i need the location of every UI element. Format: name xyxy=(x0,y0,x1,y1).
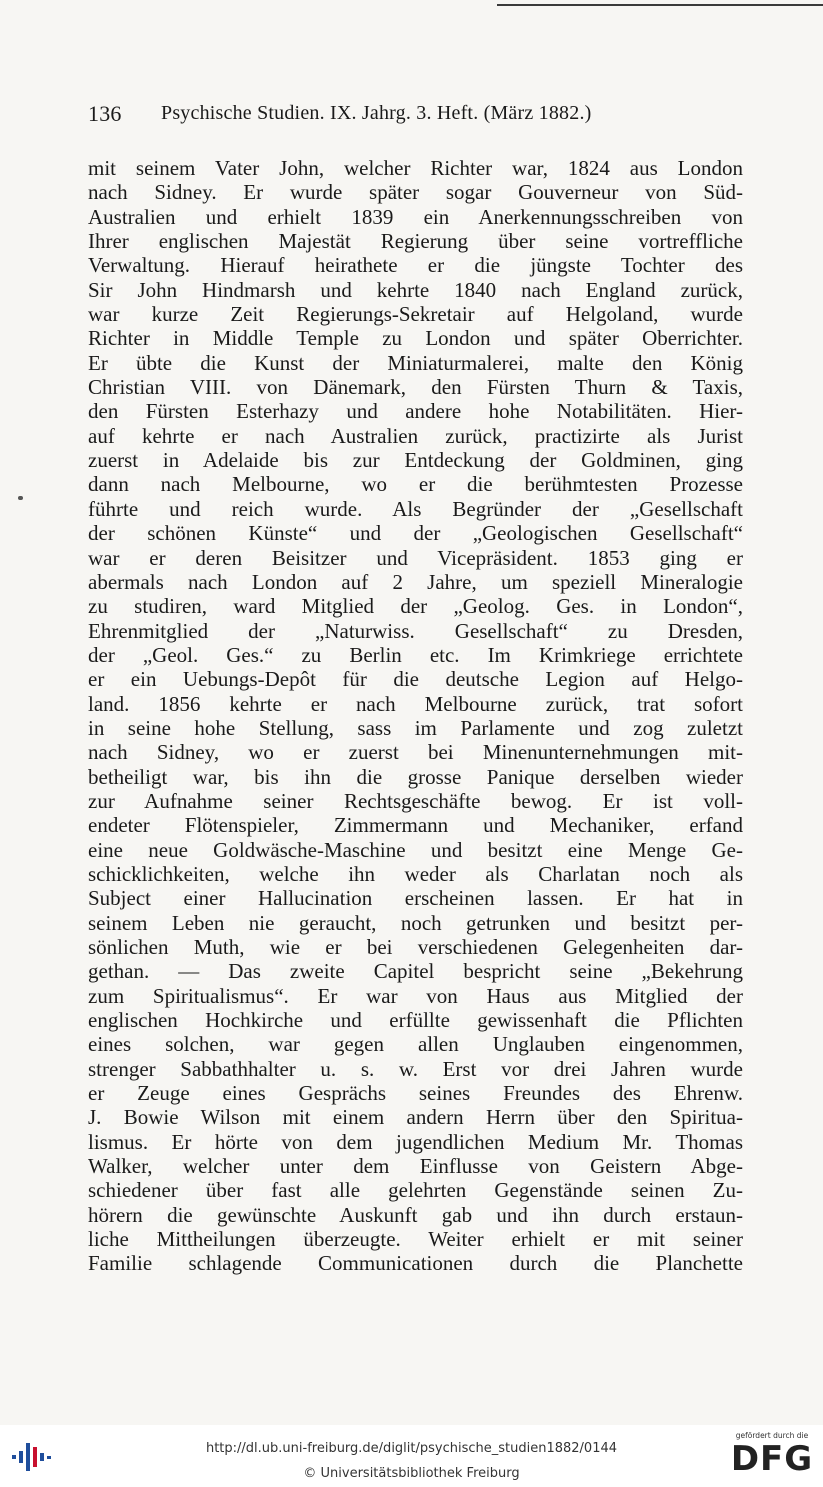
text-line: liche Mittheilungen überzeugte. Weiter erhielt er mit seiner xyxy=(88,1227,743,1252)
permalink-url[interactable]: http://dl.ub.uni-freiburg.de/diglit/psychische_studien1882/0144 xyxy=(205,1441,618,1456)
text-line: endeter Flötenspieler, Zimmermann und Mechaniker, erfand xyxy=(88,813,743,838)
text-line: Ihrer englischen Majestät Regierung über seine vortreffliche xyxy=(88,229,743,254)
text-line: Richter in Middle Temple zu London und später Oberrichter. xyxy=(88,326,743,351)
text-line: schicklichkeiten, welche ihn weder als Charlatan noch als xyxy=(88,861,743,886)
text-line: schiedener über fast alle gelehrten Gegenstände seinen Zu- xyxy=(88,1178,743,1203)
text-line: zum Spiritualismus“. Er war von Haus aus Mitglied der xyxy=(88,983,743,1008)
text-line: eines solchen, war gegen allen Unglauben eingenommen, xyxy=(88,1032,743,1057)
text-line: Walker, welcher unter dem Einflusse von Geistern Abge- xyxy=(88,1154,743,1179)
text-line: war er deren Beisitzer und Vicepräsident. 1853 ging er xyxy=(88,545,743,570)
text-line: Sir John Hindmarsh und kehrte 1840 nach England zurück, xyxy=(88,277,743,302)
text-line: er Zeuge eines Gesprächs seines Freundes des Ehrenw. xyxy=(88,1081,743,1106)
page-number: 136 xyxy=(88,101,122,126)
text-line: zur Aufnahme seiner Rechtsgeschäfte bewog. Er ist voll- xyxy=(88,788,743,813)
text-line: nach Sidney, wo er zuerst bei Minenunternehmungen mit- xyxy=(88,740,743,765)
text-line: J. Bowie Wilson mit einem andern Herrn über den Spiritua- xyxy=(88,1105,743,1130)
text-line: Subject einer Hallucination erscheinen lassen. Er hat in xyxy=(88,886,743,911)
text-line: Christian VIII. von Dänemark, den Fürsten Thurn & Taxis, xyxy=(88,375,743,400)
text-line: Australien und erhielt 1839 ein Anerkennungsschreiben von xyxy=(88,204,743,229)
text-line: sönlichen Muth, wie er bei verschiedenen Gelegenheiten dar- xyxy=(88,935,743,959)
text-line: betheiligt war, bis ihn die grosse Panique derselben wieder xyxy=(88,764,743,789)
text-line: auf kehrte er nach Australien zurück, practizirte als Jurist xyxy=(88,423,743,448)
running-title: Psychische Studien. IX. Jahrg. 3. Heft. (März 1882.) xyxy=(161,102,592,124)
margin-mark xyxy=(18,496,23,500)
text-line: lismus. Er hörte von dem jugendlichen Medium Mr. Thomas xyxy=(88,1129,743,1154)
text-line: abermals nach London auf 2 Jahre, um speziell Mineralogie xyxy=(88,569,743,594)
text-line: Ehrenmitglied der „Naturwiss. Gesellschaft“ zu Dresden, xyxy=(88,618,743,643)
text-line: den Fürsten Esterhazy und andere hohe Notabilitäten. Hier- xyxy=(88,399,743,424)
running-header xyxy=(88,101,748,133)
text-line: Familie schlagende Communicationen durch die Planchette xyxy=(88,1251,743,1276)
text-line: eine neue Goldwäsche-Maschine und besitzt eine Menge Ge- xyxy=(88,837,743,862)
text-line: seinem Leben nie geraucht, noch getrunken und besitzt per- xyxy=(88,910,743,935)
body-text xyxy=(88,156,743,1276)
text-line: war kurze Zeit Regierungs-Sekretair auf Helgoland, wurde xyxy=(88,302,743,327)
dfg-logo-icon: DFG xyxy=(730,1439,814,1479)
dfg-caption: gefördert durch die xyxy=(735,1431,809,1440)
text-line: gethan. — Das zweite Capitel bespricht seine „Bekehrung xyxy=(88,959,743,984)
text-line: nach Sidney. Er wurde später sogar Gouverneur von Süd- xyxy=(88,180,743,205)
top-edge-rule xyxy=(497,4,823,6)
text-line: dann nach Melbourne, wo er die berühmtesten Prozesse xyxy=(88,472,743,497)
text-line: er ein Uebungs-Depôt für die deutsche Legion auf Helgo- xyxy=(88,667,743,692)
copyright-notice: © Universitätsbibliothek Freiburg xyxy=(303,1466,520,1481)
viewer-footer xyxy=(0,1425,823,1487)
text-line: land. 1856 kehrte er nach Melbourne zurück, trat sofort xyxy=(88,691,743,716)
text-line: führte und reich wurde. Als Begründer der „Gesellschaft xyxy=(88,496,743,521)
text-line: in seine hohe Stellung, sass im Parlamente und zog zuletzt xyxy=(88,715,743,740)
text-line: mit seinem Vater John, welcher Richter war, 1824 aus London xyxy=(88,156,743,180)
text-line: strenger Sabbathhalter u. s. w. Erst vor drei Jahren wurde xyxy=(88,1056,743,1081)
text-line: der „Geol. Ges.“ zu Berlin etc. Im Krimkriege errichtete xyxy=(88,642,743,667)
text-line: hörern die gewünschte Auskunft gab und ihn durch erstaun- xyxy=(88,1202,743,1227)
text-line: der schönen Künste“ und der „Geologischen Gesellschaft“ xyxy=(88,521,743,546)
text-line: zuerst in Adelaide bis zur Entdeckung der Goldminen, ging xyxy=(88,448,743,473)
text-line: Er übte die Kunst der Miniaturmalerei, malte den König xyxy=(88,350,743,375)
text-line: englischen Hochkirche und erfüllte gewissenhaft die Pflichten xyxy=(88,1008,743,1033)
text-line: zu studiren, ward Mitglied der „Geolog. Ges. in London“, xyxy=(88,594,743,619)
text-line: Verwaltung. Hierauf heirathete er die jüngste Tochter des xyxy=(88,253,743,278)
